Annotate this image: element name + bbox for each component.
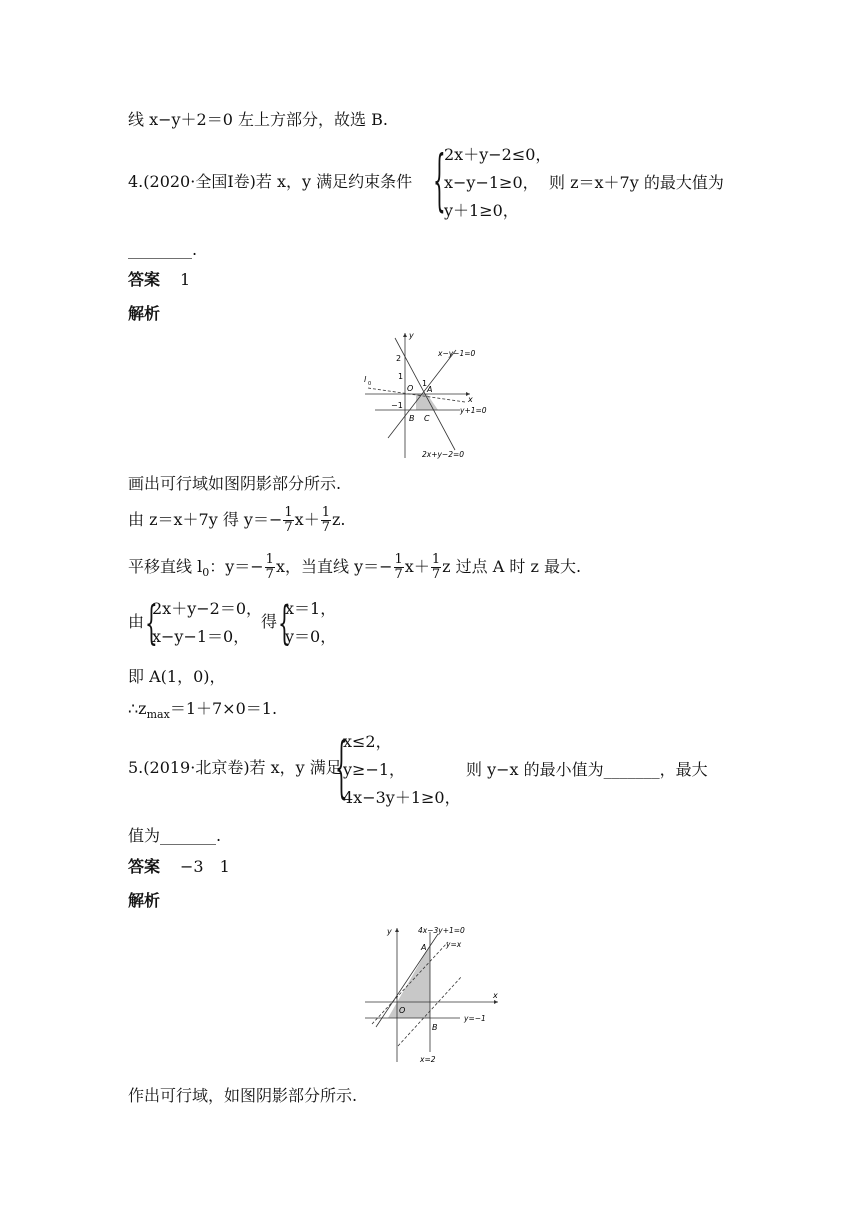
q5-brace: {	[335, 727, 348, 807]
q5-label-origin: O	[399, 1006, 406, 1015]
q4-label-x1: 1	[422, 379, 428, 388]
q4-solution-1: 画出可行域如图阴影部分所示.	[128, 474, 342, 493]
q4-brace: {	[433, 140, 446, 220]
q4-suffix: 则 z＝x＋7y 的最大值为	[549, 173, 724, 192]
q5-analysis-label: 解析	[128, 891, 161, 910]
q5-constraint-2: y≥−1，	[343, 760, 406, 779]
q5-answer-label: 答案	[128, 857, 161, 876]
q4-solution-2	[128, 506, 346, 535]
q4-label-line1: x−y−1=0	[438, 349, 476, 358]
q4-solution-6	[128, 697, 277, 727]
q4-sol2-mid: x＋	[294, 510, 320, 529]
q5-answer-value: −3 1	[180, 857, 230, 876]
fraction: $\frac{1}{7}$	[265, 552, 274, 582]
q4-sol6-sub: max	[146, 708, 170, 722]
q4-sol6-post: ＝1＋7×0＝1.	[169, 699, 278, 718]
q4-sol3-a: ：y＝−	[209, 557, 264, 576]
q4-analysis-label: 解析	[128, 304, 161, 323]
q5-constraint-3: 4x−3y＋1≥0，	[343, 788, 461, 807]
q4-label-B: B	[409, 414, 415, 423]
q4-sol6-pre: ∴z	[128, 699, 147, 718]
q4-solution-5: 即 A(1，0)，	[128, 667, 226, 686]
fraction: $\frac{1}{7}$	[284, 505, 293, 535]
q4-sol4-eq1: 2x＋y−2＝0，	[152, 599, 263, 618]
q4-sol4-res2: y＝0，	[285, 627, 337, 646]
q4-sol4-mid: 得	[261, 612, 278, 631]
q4-answer-value: 1	[180, 270, 191, 289]
q4-label-line2: y+1=0	[460, 406, 487, 415]
q4-sol4-res1: x＝1，	[285, 599, 337, 618]
q4-label-2: 2	[396, 354, 402, 363]
q4-figure	[360, 328, 510, 463]
q4-label-C: C	[424, 414, 430, 423]
q4-sol3-b: x，当直线 y＝−	[275, 557, 393, 576]
q5-label-x: x	[493, 991, 498, 1000]
q5-label-y: y	[387, 927, 392, 936]
q4-sol3-c: x＋	[404, 557, 430, 576]
fraction: $\frac{1}{7}$	[394, 552, 403, 582]
q5-label-line3: y=−1	[464, 1014, 486, 1023]
q4-label-l0-sub: 0	[368, 381, 372, 387]
q4-sol4-brace1: {	[145, 595, 158, 651]
q4-prefix: 4.(2020·全国Ⅰ卷)若 x，y 满足约束条件	[128, 172, 413, 191]
q4-constraint-1: 2x＋y−2≤0，	[444, 145, 552, 164]
q4-label-origin: O	[407, 384, 414, 393]
q5-label-line4: x=2	[420, 1055, 436, 1064]
q5-prefix: 5.(2019·北京卷)若 x，y 满足	[128, 758, 342, 777]
q4-sol3-pre: 平移直线 l	[128, 557, 203, 576]
q4-solution-3	[128, 553, 581, 585]
q5-constraint-1: x≤2，	[343, 732, 392, 751]
q4-constraint-2: x−y−1≥0，	[444, 173, 539, 192]
q4-sol2-pre: 由 z＝x＋7y 得 y＝−	[128, 510, 283, 529]
q4-sol4-pre: 由	[128, 612, 145, 631]
q4-feasible-region	[416, 394, 438, 410]
q5-label-A: A	[421, 943, 427, 952]
fraction: $\frac{1}{7}$	[321, 505, 330, 535]
q4-label-minus1: −1	[391, 401, 403, 410]
q4-sol3-d: z 过点 A 时 z 最大.	[442, 557, 582, 576]
q5-label-B: B	[432, 1023, 438, 1032]
q4-blank: ________.	[128, 240, 198, 259]
q4-sol4-brace2: {	[278, 595, 291, 651]
q4-label-A: A	[427, 385, 433, 394]
q5-suffix: 则 y−x 的最小值为_______，最大	[466, 760, 708, 779]
q5-line2: 值为_______.	[128, 826, 222, 845]
q4-answer-label: 答案	[128, 270, 161, 289]
q4-label-1: 1	[398, 372, 404, 381]
q4-sol4-eq2: x−y−1＝0，	[152, 627, 250, 646]
q5-label-line2: y=x	[446, 940, 462, 949]
q4-label-x: x	[468, 395, 473, 404]
q4-label-l0: l	[364, 375, 367, 384]
q5-solution-1: 作出可行域，如图阴影部分所示.	[128, 1086, 358, 1105]
q4-label-y: y	[409, 331, 414, 340]
intro-text: 线 x−y＋2＝0 左上方部分，故选 B.	[128, 110, 388, 129]
q5-figure	[360, 922, 510, 1067]
q5-label-line1: 4x−3y+1=0	[418, 926, 465, 935]
q4-sol3-sub: 0	[202, 566, 210, 580]
q4-sol2-post: z.	[331, 510, 346, 529]
q4-constraint-3: y＋1≥0，	[444, 201, 519, 220]
fraction: $\frac{1}{7}$	[431, 552, 441, 582]
q4-label-line3: 2x+y−2=0	[422, 450, 465, 459]
